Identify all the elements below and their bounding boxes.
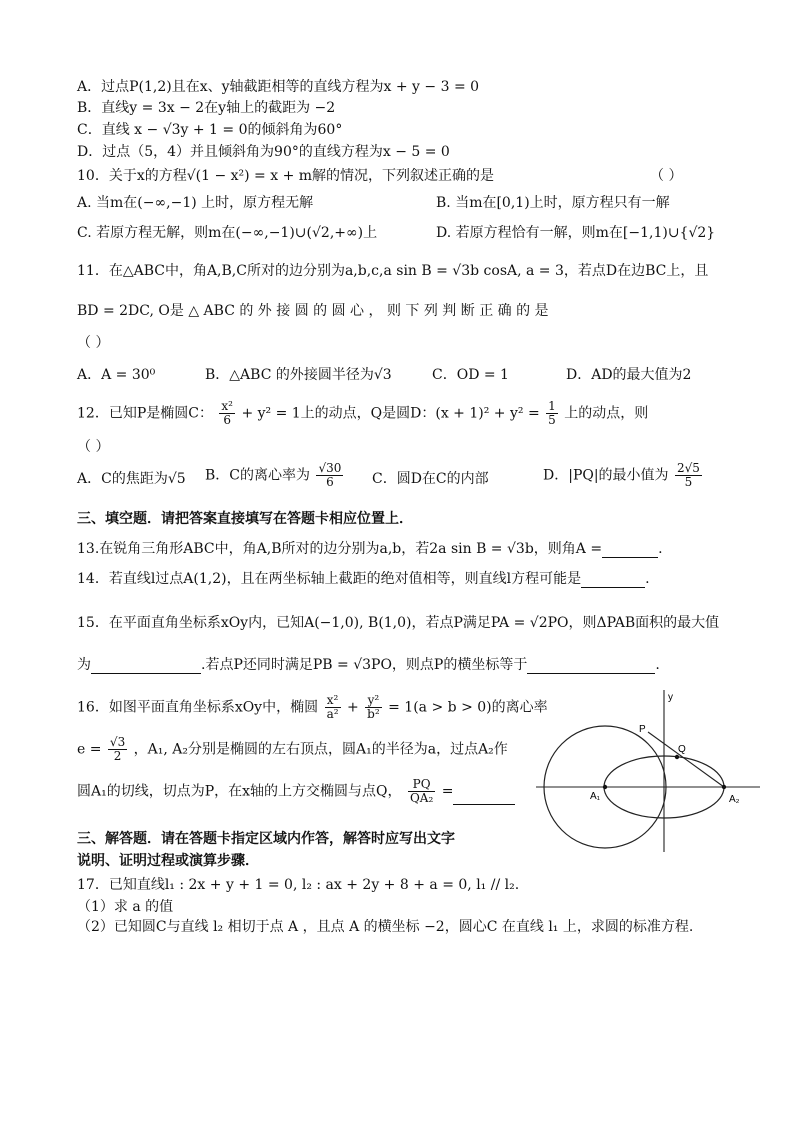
q12-option-b-text: B．C的离心率为 <box>205 467 310 484</box>
q12-stem <box>77 400 648 427</box>
q17-part2: （2）已知圆C与直线 l₂ 相切于点 A ，且点 A 的横坐标 −2，圆心C 在直线 l₁ 上，求圆的标准方程. <box>77 919 694 935</box>
q16-line1-a: 16．如图平面直角坐标系xOy中，椭圆 <box>77 699 319 716</box>
q15-answer-blank-1[interactable] <box>91 659 201 674</box>
prev-option-a: A．过点P(1,2)且在x、y轴截距相等的直线方程为x + y − 3 = 0 <box>77 79 480 95</box>
prev-option-c: C．直线 x − √3y + 1 = 0的倾斜角为60° <box>77 122 343 138</box>
q11-option-b: B．△ABC 的外接圆半径为√3 <box>205 367 392 383</box>
q10-option-c: C. 若原方程无解，则m在(−∞,−1)∪(√2,+∞)上 <box>77 225 378 241</box>
q16-line2-a: e = <box>77 741 102 758</box>
q15-line1: 15．在平面直角坐标系xOy内，已知A(−1,0), B(1,0)，若点P满足PA = √2PO，则ΔPAB面积的最大值 <box>77 615 720 631</box>
q12-stem-c: 上的动点，则 <box>564 405 649 422</box>
q11-option-d: D．AD的最大值为2 <box>566 367 692 383</box>
q12-option-b-fraction: $\frac{√30}{6}$ <box>318 461 342 489</box>
q16-fraction-x: $\frac{\text{x²}}{\text{a²}}$ <box>326 693 339 721</box>
q15-answer-blank-2[interactable] <box>527 659 655 674</box>
q16-fraction-e: $\frac{√3}{2}$ <box>109 735 126 763</box>
q15-line2 <box>77 656 660 674</box>
point-a2 <box>722 785 726 789</box>
q15-line2-b: .若点P还同时满足PB = √3PO，则点P的横坐标等于 <box>201 657 528 673</box>
q13-end: . <box>658 541 663 557</box>
label-q: Q <box>678 744 686 755</box>
q16-line3-a: 圆A₁的切线，切点为P，在x轴的上方交椭圆与点Q， <box>77 783 402 800</box>
q12-option-c: C．圆D在C的内部 <box>372 471 489 487</box>
q11-stem-line2: BD = 2DC, O是 △ ABC 的 外 接 圆 的 圆 心 ， 则 下 列 判 断 正 确 的 是 <box>77 303 549 319</box>
point-a1 <box>603 785 607 789</box>
label-a2: A₂ <box>729 794 740 805</box>
q13-text: 13.在锐角三角形ABC中，角A,B所对的边分别为a,b，若2a sin B = √3b，则角A = <box>77 541 603 557</box>
section-solve-heading-line1: 三、解答题．请在答题卡指定区域内作答，解答时应写出文字 <box>77 831 455 847</box>
q12-option-d <box>543 462 704 489</box>
q15-end: . <box>655 657 660 673</box>
section-fill-in-heading: 三、填空题．请把答案直接填写在答题卡相应位置上． <box>77 511 413 527</box>
q12-option-d-fraction: $\frac{2√5}{5}$ <box>677 461 700 489</box>
q16-line1 <box>77 694 548 721</box>
q12-option-d-text: D．|PQ|的最小值为 <box>543 467 669 484</box>
q10-answer-paren: （ ） <box>650 168 683 184</box>
q12-option-a: A．C的焦距为√5 <box>77 471 186 487</box>
q12-stem-a: 12．已知P是椭圆C： <box>77 405 213 422</box>
ellipse-circle-figure <box>534 686 764 856</box>
q13-line <box>77 540 663 558</box>
q12-option-b <box>205 462 345 489</box>
q16-line2-b: ，A₁, A₂分别是椭圆的左右顶点，圆A₁的半径为a，过点A₂作 <box>133 741 508 758</box>
q11-stem-line1: 11．在△ABC中，角A,B,C所对的边分别为a,b,c,a sin B = √3b cosA, a = 3，若点D在边BC上，且 <box>77 263 709 279</box>
label-y-axis: y <box>668 692 673 703</box>
q10-stem: 10．关于x的方程√(1 − x²) = x + m解的情况，下列叙述正确的是 <box>77 168 495 184</box>
q10-option-d: D. 若原方程恰有一解，则m在[−1,1)∪{√2} <box>436 225 716 241</box>
q14-answer-blank[interactable] <box>581 573 645 588</box>
q12-stem-b: + y² = 1上的动点，Q是圆D：(x + 1)² + y² = <box>241 405 540 422</box>
q16-line3 <box>77 778 515 805</box>
q16-line1-b: = 1(a > b > 0)的离心率 <box>388 699 548 716</box>
q14-text: 14．若直线l过点A(1,2)，且在两坐标轴上截距的绝对值相等，则直线l方程可能是 <box>77 571 582 587</box>
q17-stem: 17．已知直线l₁ : 2x + y + 1 = 0, l₂ : ax + 2y + 8 + a = 0, l₁ // l₂. <box>77 877 520 893</box>
q12-answer-paren: （ ） <box>77 439 110 455</box>
q16-fraction-ratio: $\frac{PQ}{\text{QA₂}}$ <box>409 777 434 805</box>
q11-option-c: C．OD = 1 <box>432 367 509 383</box>
q17-part1: （1）求 a 的值 <box>77 899 174 915</box>
q13-answer-blank[interactable] <box>602 543 658 558</box>
q11-option-a: A．A = 30⁰ <box>77 367 156 383</box>
prev-option-d: D．过点（5，4）并且倾斜角为90°的直线方程为x − 5 = 0 <box>77 144 450 160</box>
q16-fraction-y: $\frac{\text{y²}}{\text{b²}}$ <box>367 693 380 721</box>
label-p: P <box>639 724 646 735</box>
q16-line3-b: = <box>441 783 454 800</box>
label-a1: A₁ <box>590 791 601 802</box>
prev-option-b: B．直线y = 3x − 2在y轴上的截距为 −2 <box>77 100 336 116</box>
q15-line2-a: 为 <box>77 657 91 673</box>
point-q <box>675 755 679 759</box>
q10-option-b: B. 当m在[0,1)上时，原方程只有一解 <box>436 195 670 211</box>
q12-fraction-2: $\frac{1}{5}$ <box>548 399 556 427</box>
q14-line <box>77 570 650 588</box>
q16-line2 <box>77 736 508 763</box>
section-solve-heading-line2: 说明、证明过程或演算步骤． <box>77 853 259 869</box>
q12-fraction-1: $\frac{\text{x²}}{6}$ <box>221 399 233 427</box>
q11-answer-paren: （ ） <box>77 335 110 351</box>
q16-plus: + <box>346 699 359 716</box>
q14-end: . <box>645 571 650 587</box>
q10-option-a: A. 当m在(−∞,−1) 上时，原方程无解 <box>77 195 314 211</box>
q16-answer-blank[interactable] <box>453 790 515 805</box>
